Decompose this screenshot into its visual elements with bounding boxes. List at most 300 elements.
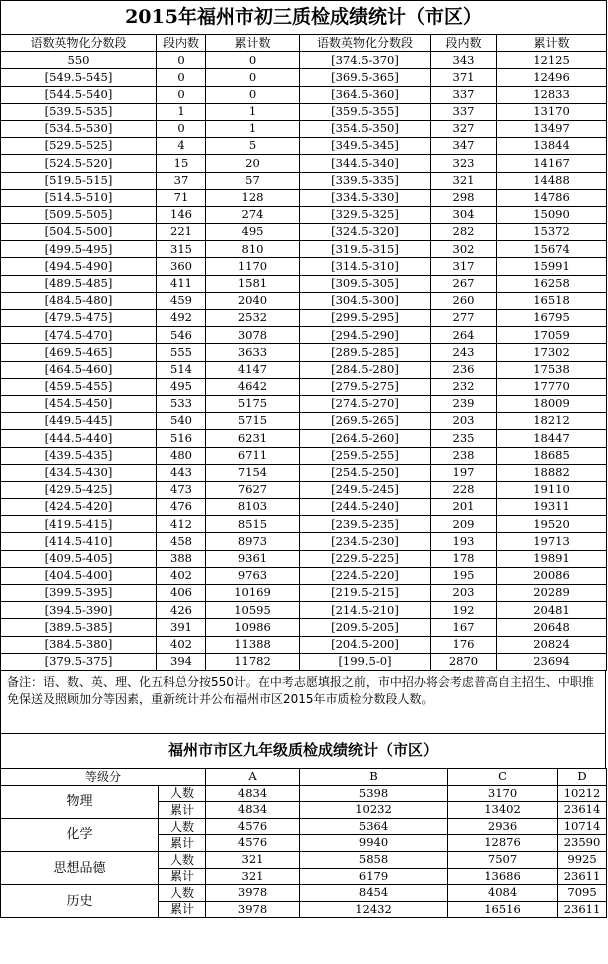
table-row [1, 395, 607, 412]
table-row [1, 653, 607, 670]
segment-count-cell: 443 [157, 464, 206, 481]
cumulative-count-cell: 16518 [497, 292, 607, 309]
table2-title-row [1, 733, 606, 768]
table-row [1, 785, 607, 802]
segment-count-cell: 476 [157, 499, 206, 516]
score-range-cell: [479.5-475] [1, 310, 157, 327]
segment-count-cell: 402 [157, 636, 206, 653]
table-row [1, 241, 607, 258]
cumulative-count-cell: 19891 [497, 550, 607, 567]
segment-count-cell: 323 [431, 155, 497, 172]
grade-value-cell: 9925 [558, 851, 607, 868]
grade-value-cell: 3978 [206, 885, 300, 902]
header-score-range: 语数英物化分数段 [1, 35, 157, 52]
row-label-cell: 累计 [159, 802, 206, 819]
score-range-cell: [359.5-355] [300, 103, 431, 120]
score-range-cell: [229.5-225] [300, 550, 431, 567]
score-range-cell: [509.5-505] [1, 206, 157, 223]
cumulative-count-cell: 19110 [497, 481, 607, 498]
segment-count-cell: 360 [157, 258, 206, 275]
score-range-cell: [299.5-295] [300, 310, 431, 327]
grade-value-cell: 13686 [448, 868, 558, 885]
cumulative-count-cell: 20 [206, 155, 300, 172]
segment-count-cell: 298 [431, 189, 497, 206]
score-range-cell: [199.5-0] [300, 653, 431, 670]
header-cumulative: 累计数 [206, 35, 300, 52]
segment-count-cell: 236 [431, 361, 497, 378]
segment-count-cell: 243 [431, 344, 497, 361]
cumulative-count-cell: 17059 [497, 327, 607, 344]
row-label-cell: 人数 [159, 885, 206, 902]
grade-value-cell: 23611 [558, 868, 607, 885]
row-label-cell: 人数 [159, 785, 206, 802]
cumulative-count-cell: 12833 [497, 86, 607, 103]
segment-count-cell: 426 [157, 602, 206, 619]
score-range-cell: [294.5-290] [300, 327, 431, 344]
cumulative-count-cell: 11782 [206, 653, 300, 670]
cumulative-count-cell: 5 [206, 138, 300, 155]
score-range-cell: [344.5-340] [300, 155, 431, 172]
score-range-cell: [489.5-485] [1, 275, 157, 292]
segment-count-cell: 228 [431, 481, 497, 498]
cumulative-count-cell: 5175 [206, 395, 300, 412]
grade-header-a: A [206, 768, 300, 785]
segment-count-cell: 235 [431, 430, 497, 447]
score-range-cell: [399.5-395] [1, 585, 157, 602]
score-range-cell: [484.5-480] [1, 292, 157, 309]
table-row [1, 499, 607, 516]
segment-count-cell: 282 [431, 224, 497, 241]
table-row [1, 224, 607, 241]
score-range-cell: [324.5-320] [300, 224, 431, 241]
table-row [1, 885, 607, 902]
table-row [1, 636, 607, 653]
score-range-cell: [444.5-440] [1, 430, 157, 447]
row-label-cell: 累计 [159, 868, 206, 885]
segment-count-cell: 2870 [431, 653, 497, 670]
table-row [1, 430, 607, 447]
table1-title: 2015年福州市初三质检成绩统计（市区） [1, 1, 607, 35]
note-table [0, 670, 606, 769]
score-range-cell: [364.5-360] [300, 86, 431, 103]
grade-value-cell: 9940 [300, 835, 448, 852]
grade-value-cell: 10232 [300, 802, 448, 819]
segment-count-cell: 480 [157, 447, 206, 464]
table-row [1, 69, 607, 86]
segment-count-cell: 473 [157, 481, 206, 498]
segment-count-cell: 195 [431, 567, 497, 584]
table-row [1, 533, 607, 550]
score-range-cell: [494.5-490] [1, 258, 157, 275]
score-range-cell: [209.5-205] [300, 619, 431, 636]
grade-value-cell: 321 [206, 868, 300, 885]
segment-count-cell: 337 [431, 86, 497, 103]
segment-count-cell: 406 [157, 585, 206, 602]
cumulative-count-cell: 6711 [206, 447, 300, 464]
grade-value-cell: 10714 [558, 818, 607, 835]
segment-count-cell: 533 [157, 395, 206, 412]
cumulative-count-cell: 16795 [497, 310, 607, 327]
segment-count-cell: 15 [157, 155, 206, 172]
cumulative-count-cell: 3633 [206, 344, 300, 361]
score-range-cell: [339.5-335] [300, 172, 431, 189]
score-range-cell: [314.5-310] [300, 258, 431, 275]
segment-count-cell: 327 [431, 120, 497, 137]
score-range-cell: [249.5-245] [300, 481, 431, 498]
grade-value-cell: 23611 [558, 901, 607, 918]
segment-count-cell: 492 [157, 310, 206, 327]
score-range-cell: [289.5-285] [300, 344, 431, 361]
table-row [1, 103, 607, 120]
cumulative-count-cell: 15674 [497, 241, 607, 258]
score-range-cell: [274.5-270] [300, 395, 431, 412]
cumulative-count-cell: 10169 [206, 585, 300, 602]
cumulative-count-cell: 274 [206, 206, 300, 223]
score-range-cell: [349.5-345] [300, 138, 431, 155]
cumulative-count-cell: 9763 [206, 567, 300, 584]
cumulative-count-cell: 128 [206, 189, 300, 206]
score-range-cell: [284.5-280] [300, 361, 431, 378]
cumulative-count-cell: 0 [206, 86, 300, 103]
cumulative-count-cell: 18447 [497, 430, 607, 447]
score-range-cell: [524.5-520] [1, 155, 157, 172]
table-row [1, 155, 607, 172]
score-range-cell: [414.5-410] [1, 533, 157, 550]
segment-count-cell: 546 [157, 327, 206, 344]
segment-count-cell: 239 [431, 395, 497, 412]
segment-count-cell: 412 [157, 516, 206, 533]
score-range-cell: [214.5-210] [300, 602, 431, 619]
table-row [1, 550, 607, 567]
table-row [1, 86, 607, 103]
segment-count-cell: 315 [157, 241, 206, 258]
segment-count-cell: 176 [431, 636, 497, 653]
segment-count-cell: 459 [157, 292, 206, 309]
segment-count-cell: 238 [431, 447, 497, 464]
table-row [1, 413, 607, 430]
segment-count-cell: 540 [157, 413, 206, 430]
cumulative-count-cell: 19311 [497, 499, 607, 516]
segment-count-cell: 402 [157, 567, 206, 584]
cumulative-count-cell: 0 [206, 69, 300, 86]
table-row [1, 516, 607, 533]
cumulative-count-cell: 20648 [497, 619, 607, 636]
cumulative-count-cell: 20824 [497, 636, 607, 653]
cumulative-count-cell: 11388 [206, 636, 300, 653]
score-range-cell: [519.5-515] [1, 172, 157, 189]
score-range-cell: [334.5-330] [300, 189, 431, 206]
table-row [1, 258, 607, 275]
score-range-cell: [269.5-265] [300, 413, 431, 430]
score-range-cell: [394.5-390] [1, 602, 157, 619]
segment-count-cell: 192 [431, 602, 497, 619]
score-range-cell: [239.5-235] [300, 516, 431, 533]
grade-value-cell: 7095 [558, 885, 607, 902]
segment-count-cell: 277 [431, 310, 497, 327]
segment-count-cell: 203 [431, 585, 497, 602]
score-range-cell: [419.5-415] [1, 516, 157, 533]
table-row [1, 206, 607, 223]
cumulative-count-cell: 810 [206, 241, 300, 258]
cumulative-count-cell: 8973 [206, 533, 300, 550]
score-range-cell: [264.5-260] [300, 430, 431, 447]
score-range-cell: [374.5-370] [300, 52, 431, 69]
segment-count-cell: 37 [157, 172, 206, 189]
grade-value-cell: 6179 [300, 868, 448, 885]
table-row [1, 361, 607, 378]
segment-count-cell: 167 [431, 619, 497, 636]
cumulative-count-cell: 14786 [497, 189, 607, 206]
table-row [1, 447, 607, 464]
score-range-cell: [439.5-435] [1, 447, 157, 464]
segment-count-cell: 264 [431, 327, 497, 344]
segment-count-cell: 4 [157, 138, 206, 155]
segment-count-cell: 388 [157, 550, 206, 567]
header-score-range: 语数英物化分数段 [300, 35, 431, 52]
segment-count-cell: 317 [431, 258, 497, 275]
cumulative-count-cell: 12125 [497, 52, 607, 69]
cumulative-count-cell: 4147 [206, 361, 300, 378]
score-range-cell: [504.5-500] [1, 224, 157, 241]
score-range-cell: [469.5-465] [1, 344, 157, 361]
segment-count-cell: 0 [157, 86, 206, 103]
cumulative-count-cell: 0 [206, 52, 300, 69]
cumulative-count-cell: 2040 [206, 292, 300, 309]
score-range-cell: [354.5-350] [300, 120, 431, 137]
grade-value-cell: 5364 [300, 818, 448, 835]
cumulative-count-cell: 15372 [497, 224, 607, 241]
row-label-cell: 人数 [159, 818, 206, 835]
score-range-cell: [384.5-380] [1, 636, 157, 653]
cumulative-count-cell: 10986 [206, 619, 300, 636]
segment-count-cell: 337 [431, 103, 497, 120]
table-row [1, 138, 607, 155]
grade-value-cell: 2936 [448, 818, 558, 835]
cumulative-count-cell: 7154 [206, 464, 300, 481]
note-text: 备注：语、数、英、理、化五科总分按550计。在中考志愿填报之前，市中招办将会考虑普高自主招生、中职推免保送及照顾加分等因素，重新统计并公布福州市区2015年市质检分数段人数。 [1, 670, 606, 733]
cumulative-count-cell: 20086 [497, 567, 607, 584]
segment-count-cell: 197 [431, 464, 497, 481]
cumulative-count-cell: 18685 [497, 447, 607, 464]
score-range-cell: [539.5-535] [1, 103, 157, 120]
score-range-cell: [409.5-405] [1, 550, 157, 567]
cumulative-count-cell: 7627 [206, 481, 300, 498]
score-range-cell: [514.5-510] [1, 189, 157, 206]
score-range-cell: [549.5-545] [1, 69, 157, 86]
grade-value-cell: 12876 [448, 835, 558, 852]
table-row [1, 172, 607, 189]
score-range-cell: [319.5-315] [300, 241, 431, 258]
table2-header-row [1, 768, 607, 785]
row-label-cell: 人数 [159, 851, 206, 868]
segment-count-cell: 146 [157, 206, 206, 223]
score-range-cell: [259.5-255] [300, 447, 431, 464]
segment-count-cell: 201 [431, 499, 497, 516]
cumulative-count-cell: 57 [206, 172, 300, 189]
segment-count-cell: 71 [157, 189, 206, 206]
subject-grade-table [0, 768, 607, 918]
segment-count-cell: 1 [157, 103, 206, 120]
score-range-cell: [204.5-200] [300, 636, 431, 653]
table-row [1, 619, 607, 636]
score-range-cell: [389.5-385] [1, 619, 157, 636]
cumulative-count-cell: 1 [206, 120, 300, 137]
table-row [1, 585, 607, 602]
cumulative-count-cell: 8103 [206, 499, 300, 516]
segment-count-cell: 221 [157, 224, 206, 241]
score-range-cell: [279.5-275] [300, 378, 431, 395]
header-segment-count: 段内数 [157, 35, 206, 52]
grade-value-cell: 7507 [448, 851, 558, 868]
grade-value-cell: 4576 [206, 818, 300, 835]
segment-count-cell: 495 [157, 378, 206, 395]
segment-count-cell: 555 [157, 344, 206, 361]
cumulative-count-cell: 19713 [497, 533, 607, 550]
cumulative-count-cell: 13497 [497, 120, 607, 137]
table-row [1, 378, 607, 395]
score-range-cell: [459.5-455] [1, 378, 157, 395]
table-row [1, 327, 607, 344]
segment-count-cell: 514 [157, 361, 206, 378]
cumulative-count-cell: 17302 [497, 344, 607, 361]
segment-count-cell: 178 [431, 550, 497, 567]
cumulative-count-cell: 1170 [206, 258, 300, 275]
cumulative-count-cell: 20289 [497, 585, 607, 602]
score-range-cell: [449.5-445] [1, 413, 157, 430]
grade-value-cell: 321 [206, 851, 300, 868]
header-cumulative: 累计数 [497, 35, 607, 52]
grade-header-d: D [558, 768, 607, 785]
cumulative-count-cell: 16258 [497, 275, 607, 292]
score-range-cell: [464.5-460] [1, 361, 157, 378]
score-range-cell: [434.5-430] [1, 464, 157, 481]
table-row [1, 464, 607, 481]
segment-count-cell: 267 [431, 275, 497, 292]
segment-count-cell: 458 [157, 533, 206, 550]
score-range-cell: [499.5-495] [1, 241, 157, 258]
grade-value-cell: 5858 [300, 851, 448, 868]
grade-value-cell: 3978 [206, 901, 300, 918]
table-row [1, 481, 607, 498]
grade-value-cell: 5398 [300, 785, 448, 802]
cumulative-count-cell: 6231 [206, 430, 300, 447]
segment-count-cell: 193 [431, 533, 497, 550]
segment-count-cell: 371 [431, 69, 497, 86]
grade-value-cell: 3170 [448, 785, 558, 802]
table-row [1, 818, 607, 835]
segment-count-cell: 232 [431, 378, 497, 395]
cumulative-count-cell: 14488 [497, 172, 607, 189]
grade-value-cell: 12432 [300, 901, 448, 918]
score-range-cell: [379.5-375] [1, 653, 157, 670]
segment-count-cell: 391 [157, 619, 206, 636]
grade-header-label: 等级分 [1, 768, 206, 785]
score-range-cell: [404.5-400] [1, 567, 157, 584]
grade-header-c: C [448, 768, 558, 785]
cumulative-count-cell: 2532 [206, 310, 300, 327]
table-row [1, 52, 607, 69]
segment-count-cell: 203 [431, 413, 497, 430]
table-row [1, 120, 607, 137]
cumulative-count-cell: 13844 [497, 138, 607, 155]
cumulative-count-cell: 8515 [206, 516, 300, 533]
table-row [1, 275, 607, 292]
cumulative-count-cell: 13170 [497, 103, 607, 120]
subject-name-cell: 化学 [1, 818, 159, 851]
score-range-cell: [219.5-215] [300, 585, 431, 602]
cumulative-count-cell: 4642 [206, 378, 300, 395]
segment-count-cell: 347 [431, 138, 497, 155]
table-row [1, 292, 607, 309]
row-label-cell: 累计 [159, 835, 206, 852]
cumulative-count-cell: 15090 [497, 206, 607, 223]
cumulative-count-cell: 9361 [206, 550, 300, 567]
score-range-cell: [474.5-470] [1, 327, 157, 344]
segment-count-cell: 343 [431, 52, 497, 69]
grade-header-b: B [300, 768, 448, 785]
score-range-cell: [244.5-240] [300, 499, 431, 516]
subject-name-cell: 思想品德 [1, 851, 159, 884]
table-row [1, 310, 607, 327]
segment-count-cell: 209 [431, 516, 497, 533]
grade-value-cell: 23614 [558, 802, 607, 819]
grade-value-cell: 13402 [448, 802, 558, 819]
cumulative-count-cell: 20481 [497, 602, 607, 619]
grade-value-cell: 4834 [206, 802, 300, 819]
score-range-cell: [529.5-525] [1, 138, 157, 155]
score-range-cell: [369.5-365] [300, 69, 431, 86]
score-range-cell: 550 [1, 52, 157, 69]
cumulative-count-cell: 14167 [497, 155, 607, 172]
segment-count-cell: 411 [157, 275, 206, 292]
cumulative-count-cell: 18882 [497, 464, 607, 481]
cumulative-count-cell: 3078 [206, 327, 300, 344]
grade-value-cell: 4084 [448, 885, 558, 902]
grade-value-cell: 4576 [206, 835, 300, 852]
note-row [1, 670, 606, 733]
table-row [1, 851, 607, 868]
segment-count-cell: 302 [431, 241, 497, 258]
grade-value-cell: 4834 [206, 785, 300, 802]
segment-count-cell: 0 [157, 52, 206, 69]
cumulative-count-cell: 15991 [497, 258, 607, 275]
row-label-cell: 累计 [159, 901, 206, 918]
table1-title-row [1, 1, 607, 35]
table-row [1, 567, 607, 584]
cumulative-count-cell: 18009 [497, 395, 607, 412]
cumulative-count-cell: 17538 [497, 361, 607, 378]
segment-count-cell: 0 [157, 120, 206, 137]
grade-value-cell: 8454 [300, 885, 448, 902]
cumulative-count-cell: 18212 [497, 413, 607, 430]
cumulative-count-cell: 495 [206, 224, 300, 241]
score-range-cell: [254.5-250] [300, 464, 431, 481]
score-range-cell: [544.5-540] [1, 86, 157, 103]
score-range-cell: [234.5-230] [300, 533, 431, 550]
segment-count-cell: 321 [431, 172, 497, 189]
cumulative-count-cell: 17770 [497, 378, 607, 395]
subject-name-cell: 物理 [1, 785, 159, 818]
grade-value-cell: 16516 [448, 901, 558, 918]
score-range-cell: [424.5-420] [1, 499, 157, 516]
segment-count-cell: 304 [431, 206, 497, 223]
cumulative-count-cell: 12496 [497, 69, 607, 86]
cumulative-count-cell: 19520 [497, 516, 607, 533]
cumulative-count-cell: 23694 [497, 653, 607, 670]
cumulative-count-cell: 1 [206, 103, 300, 120]
table2-title: 福州市市区九年级质检成绩统计（市区） [1, 733, 606, 768]
score-range-cell: [309.5-305] [300, 275, 431, 292]
